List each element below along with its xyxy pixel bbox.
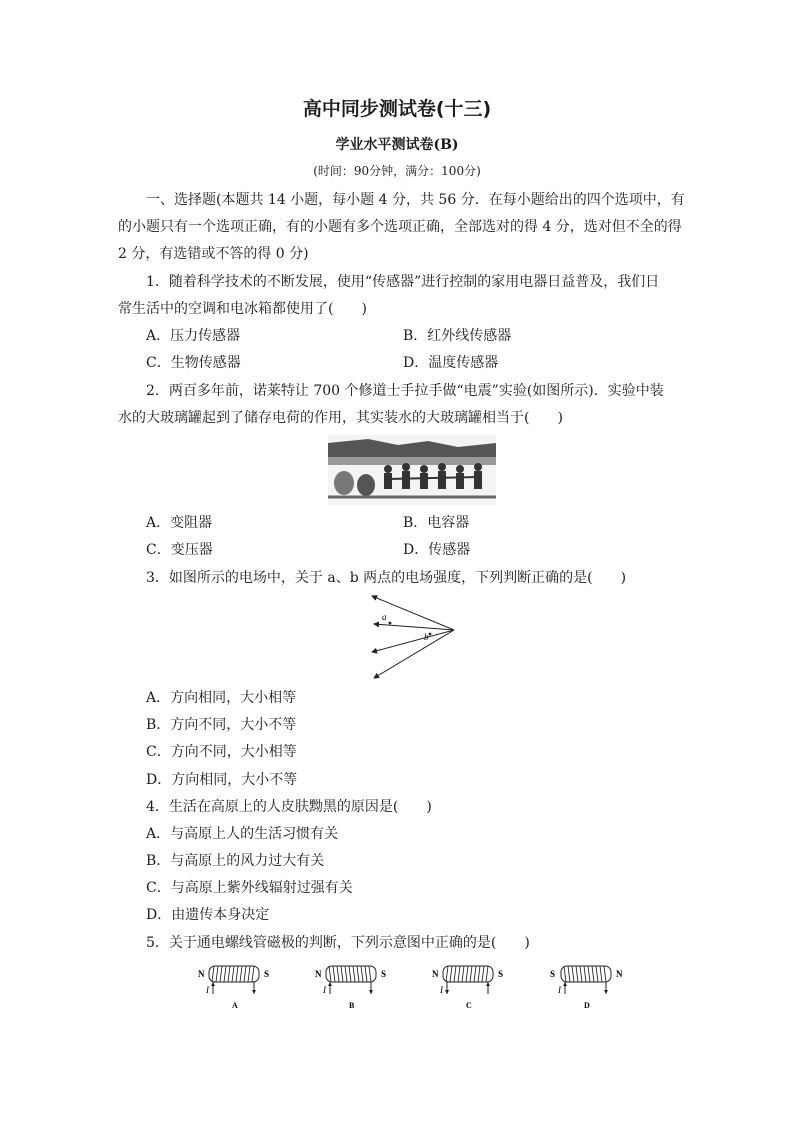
q2-option-a: A．变阻器 bbox=[146, 515, 213, 531]
q3-stem: 3．如图所示的电场中，关于 a、b 两点的电场强度，下列判断正确的是( ) bbox=[146, 570, 627, 586]
q4-option-c: C．与高原上紫外线辐射过强有关 bbox=[146, 880, 353, 896]
q1-stem-line2: 常生活中的空调和电冰箱都使用了( ) bbox=[118, 301, 367, 317]
solenoid-figure-d bbox=[548, 960, 628, 1012]
solenoid-c-caption: C bbox=[466, 1001, 472, 1010]
q4-option-b: B．与高原上的风力过大有关 bbox=[146, 853, 325, 869]
solenoid-b-left-pole: N bbox=[315, 969, 322, 979]
q4-stem: 4．生活在高原上的人皮肤黝黑的原因是( ) bbox=[146, 799, 432, 815]
q2-stem-line1: 2．两百多年前，诺莱特让 700 个修道士手拉手做“电震”实验(如图所示)．实验中装 bbox=[146, 383, 664, 399]
solenoid-c-current-label: I bbox=[440, 985, 443, 995]
point-a-marker bbox=[389, 622, 392, 625]
q4-option-d: D．由遗传本身决定 bbox=[146, 907, 270, 923]
q3-option-c: C．方向不同，大小相等 bbox=[146, 744, 297, 760]
q1-stem-line1: 1．随着科学技术的不断发展，使用“传感器”进行控制的家用电器日益普及，我们日 bbox=[146, 274, 660, 290]
solenoid-c-right-pole: S bbox=[498, 969, 504, 979]
point-a-label: a bbox=[382, 612, 387, 622]
q1-option-a: A．压力传感器 bbox=[146, 328, 241, 344]
solenoid-c-left-pole: N bbox=[432, 969, 439, 979]
solenoid-b-current-label: I bbox=[323, 985, 326, 995]
solenoid-figure-c bbox=[430, 960, 510, 1012]
solenoid-a-current-label: I bbox=[206, 985, 209, 995]
q2-option-c: C．变压器 bbox=[146, 542, 213, 558]
q3-option-d: D．方向相同，大小不等 bbox=[146, 772, 298, 788]
q1-option-c: C．生物传感器 bbox=[146, 355, 241, 371]
q3-option-b: B．方向不同，大小不等 bbox=[146, 717, 297, 733]
solenoid-a-right-pole: S bbox=[264, 969, 270, 979]
point-b-marker bbox=[429, 633, 432, 636]
q5-stem: 5．关于通电螺线管磁极的判断，下列示意图中正确的是( ) bbox=[146, 935, 530, 951]
solenoid-d-caption: D bbox=[584, 1001, 590, 1010]
q2-stem-line2: 水的大玻璃罐起到了储存电荷的作用，其实装水的大玻璃罐相当于( ) bbox=[118, 410, 563, 426]
solenoid-a-left-pole: N bbox=[198, 969, 205, 979]
section-intro-line2: 的小题只有一个选项正确，有的小题有多个选项正确，全部选对的得 4 分，选对但不全的得 bbox=[118, 219, 682, 235]
solenoid-a-caption: A bbox=[232, 1001, 238, 1010]
page-title: 高中同步测试卷(十三) bbox=[302, 98, 492, 120]
solenoid-figure-a bbox=[196, 960, 276, 1012]
page-subtitle: 学业水平测试卷(B) bbox=[335, 137, 459, 153]
solenoid-d-current-label: I bbox=[558, 985, 561, 995]
solenoid-d-right-pole: N bbox=[616, 969, 623, 979]
section-intro-line1: 一、选择题(本题共 14 小题，每小题 4 分，共 56 分．在每小题给出的四个选项中，有 bbox=[146, 192, 685, 208]
electric-shock-experiment-figure bbox=[328, 435, 496, 505]
field-line-3 bbox=[372, 630, 454, 652]
section-intro-line3: 2 分，有选错或不答的得 0 分) bbox=[118, 246, 309, 262]
q1-option-b: B．红外线传感器 bbox=[403, 328, 512, 344]
q4-option-a: A．与高原上人的生活习惯有关 bbox=[146, 826, 339, 842]
field-line-4 bbox=[374, 630, 454, 678]
q3-option-a: A．方向相同，大小相等 bbox=[146, 690, 297, 706]
q2-option-b: B．电容器 bbox=[403, 515, 470, 531]
solenoid-b-caption: B bbox=[349, 1001, 355, 1010]
q2-option-d: D．传感器 bbox=[403, 542, 471, 558]
solenoid-b-right-pole: S bbox=[381, 969, 387, 979]
electric-field-lines-figure bbox=[362, 590, 462, 682]
q1-option-d: D．温度传感器 bbox=[403, 355, 499, 371]
solenoid-d-left-pole: S bbox=[550, 969, 556, 979]
solenoid-figure-b bbox=[313, 960, 393, 1012]
exam-meta: (时间：90分钟，满分：100分) bbox=[313, 164, 481, 178]
point-b-label: b bbox=[424, 632, 429, 642]
